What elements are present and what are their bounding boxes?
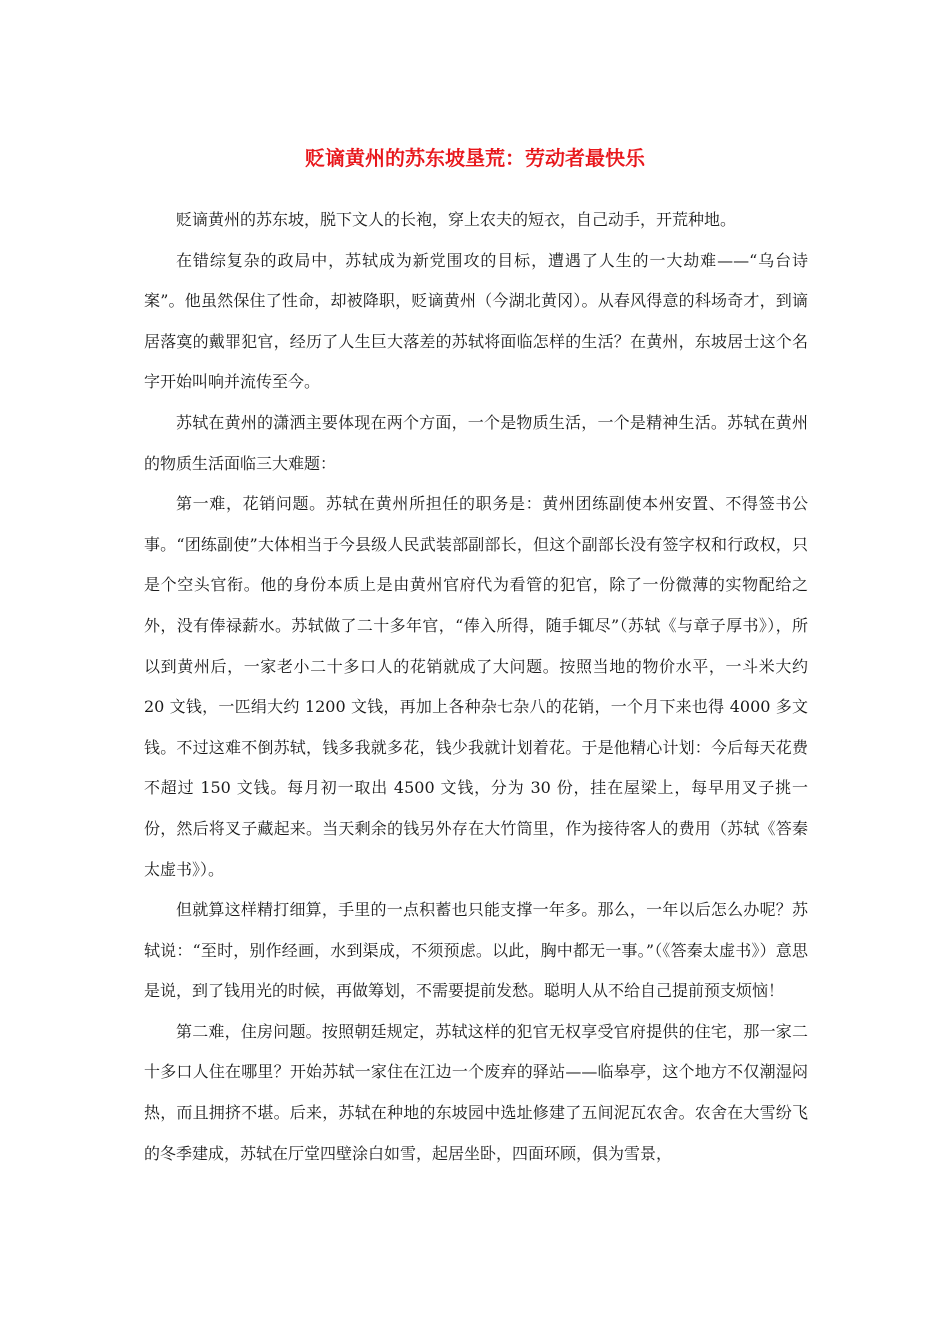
body-paragraph: 苏轼在黄州的潇洒主要体现在两个方面，一个是物质生活，一个是精神生活。苏轼在黄州的物质生活面临三大难题： bbox=[144, 412, 808, 473]
document-body bbox=[144, 200, 808, 1174]
document-title: 贬谪黄州的苏东坡垦荒：劳动者最快乐 bbox=[305, 146, 645, 170]
body-paragraph: 第一难，花销问题。苏轼在黄州所担任的职务是：黄州团练副使本州安置、不得签书公事。“团练副使”大体相当于今县级人民武装部副部长，但这个副部长没有签字权和行政权，只是个空头官衔。他的身份本质上是由黄州官府代为看管的犯官，除了一份微薄的实物配给之外，没有俸禄薪水。苏轼做了二十多年官，“俸入所得，随手辄尽”（苏轼《与章子厚书》），所以到黄州后，一家老小二十多口人的花销就成了大问题。按照当地的物价水平，一斗米大约 20 文钱，一匹绢大约 1200 文钱，再加上各种杂七杂八的花销，一个月下来也得 4000 多文钱。不过这难不倒苏轼，钱多我就多花，钱少我就计划着花。于是他精心计划：今后每天花费不超过 150 文钱。每月初一取出 4500 文钱，分为 30 份，挂在屋梁上，每早用叉子挑一份，然后将叉子藏起来。当天剩余的钱另外存在大竹筒里，作为接待客人的费用（苏轼《答秦太虚书》）。 bbox=[144, 494, 808, 879]
body-paragraph: 贬谪黄州的苏东坡，脱下文人的长袍，穿上农夫的短衣，自己动手，开荒种地。 bbox=[176, 210, 737, 229]
body-paragraph: 但就算这样精打细算，手里的一点积蓄也只能支撑一年多。那么，一年以后怎么办呢？苏轼说：“至时，别作经画，水到渠成，不须预虑。以此，胸中都无一事。”（《答秦太虚书》）意思是说，到了钱用光的时候，再做筹划，不需要提前发愁。聪明人从不给自己提前预支烦恼！ bbox=[144, 900, 808, 1001]
body-paragraph: 在错综复杂的政局中，苏轼成为新党围攻的目标，遭遇了人生的一大劫难——“乌台诗案”。他虽然保住了性命，却被降职，贬谪黄州（今湖北黄冈）。从春风得意的科场奇才，到谪居落寞的戴罪犯官，经历了人生巨大落差的苏轼将面临怎样的生活？在黄州，东坡居士这个名字开始叫响并流传至今。 bbox=[144, 250, 808, 392]
body-paragraph: 第二难，住房问题。按照朝廷规定，苏轼这样的犯官无权享受官府提供的住宅，那一家二十多口人住在哪里？开始苏轼一家住在江边一个废弃的驿站——临皋亭，这个地方不仅潮湿闷热，而且拥挤不堪。后来，苏轼在种地的东坡园中选址修建了五间泥瓦农舍。农舍在大雪纷飞的冬季建成，苏轼在厅堂四壁涂白如雪，起居坐卧，四面环顾，俱为雪景， bbox=[144, 1021, 808, 1163]
